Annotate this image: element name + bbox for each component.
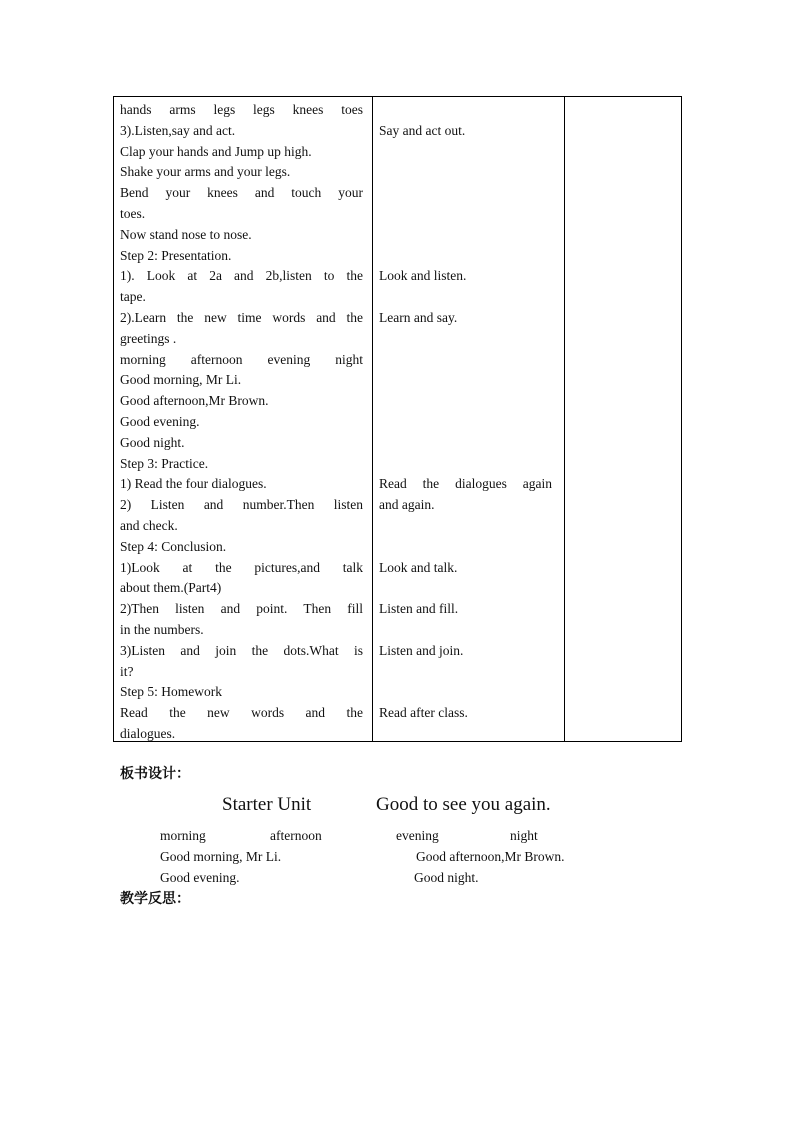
teacher-line: Good morning, Mr Li. (120, 372, 242, 388)
board-word-night: night (510, 828, 538, 843)
teacher-line: in the numbers. (120, 622, 204, 637)
student-line: Listen and fill. (379, 601, 459, 617)
teacher-activity-column (114, 97, 373, 742)
teacher-line: Shake your arms and your legs. (120, 164, 291, 180)
teacher-line: greetings . (120, 330, 177, 346)
board-greeting-afternoon: Good afternoon,Mr Brown. (416, 849, 565, 864)
student-line: Learn and say. (379, 310, 458, 325)
teacher-line: Bend your knees and touch your (120, 185, 363, 201)
student-line: Listen and join. (379, 642, 464, 658)
teacher-line: Now stand nose to nose. (120, 226, 252, 242)
student-line: and again. (379, 497, 435, 513)
teacher-line: Good afternoon,Mr Brown. (120, 393, 269, 409)
board-word-evening: evening (396, 828, 439, 843)
board-greeting-morning: Good morning, Mr Li. (160, 849, 282, 864)
board-title-unit: Starter Unit (222, 794, 312, 815)
teacher-line: hands arms legs legs knees toes (120, 102, 363, 117)
teacher-line: Step 2: Presentation. (120, 247, 232, 263)
lesson-plan-table (113, 96, 682, 742)
teacher-line: 2).Learn the new time words and the (120, 310, 363, 325)
teacher-line: 1) Read the four dialogues. (120, 476, 267, 492)
reflection-heading: 教学反思： (120, 891, 190, 907)
teacher-line: 2)Then listen and point. Then fill (120, 601, 363, 617)
board-word-morning: morning (160, 828, 206, 843)
student-line: Look and listen. (379, 268, 467, 284)
teacher-line: morning afternoon evening night (120, 351, 363, 367)
teacher-line: Step 4: Conclusion. (120, 538, 227, 554)
board-greeting-evening: Good evening. (160, 870, 240, 885)
board-word-afternoon: afternoon (270, 828, 322, 843)
student-activity-column (373, 97, 565, 742)
teacher-line: dialogues. (120, 726, 176, 741)
teacher-line: Step 3: Practice. (120, 455, 209, 471)
teacher-line: it? (120, 663, 134, 679)
student-line: Look and talk. (379, 559, 458, 575)
student-line: Read the dialogues again (379, 476, 552, 492)
board-design-heading: 板书设计： (120, 766, 190, 782)
teacher-line: 3).Listen,say and act. (120, 122, 236, 138)
teacher-line: about them.(Part4) (120, 580, 222, 596)
teacher-line: Good evening. (120, 414, 200, 429)
board-title-greeting: Good to see you again. (376, 794, 551, 815)
notes-column (565, 97, 682, 742)
teacher-line: tape. (120, 289, 146, 305)
teacher-line: 1). Look at 2a and 2b,listen to the (120, 268, 363, 284)
student-line: Say and act out. (379, 122, 466, 138)
teacher-line: 3)Listen and join the dots.What is (120, 642, 363, 658)
teacher-line: 2) Listen and number.Then listen (120, 497, 363, 513)
teacher-line: Read the new words and the (120, 705, 363, 721)
teacher-line: Step 5: Homework (120, 684, 222, 700)
teacher-line: and check. (120, 518, 178, 533)
teacher-line: 1)Look at the pictures,and talk (120, 559, 363, 575)
board-greeting-night: Good night. (414, 870, 479, 885)
teacher-line: Clap your hands and Jump up high. (120, 143, 312, 159)
teacher-line: toes. (120, 206, 146, 221)
teacher-line: Good night. (120, 434, 185, 450)
student-line: Read after class. (379, 705, 468, 721)
